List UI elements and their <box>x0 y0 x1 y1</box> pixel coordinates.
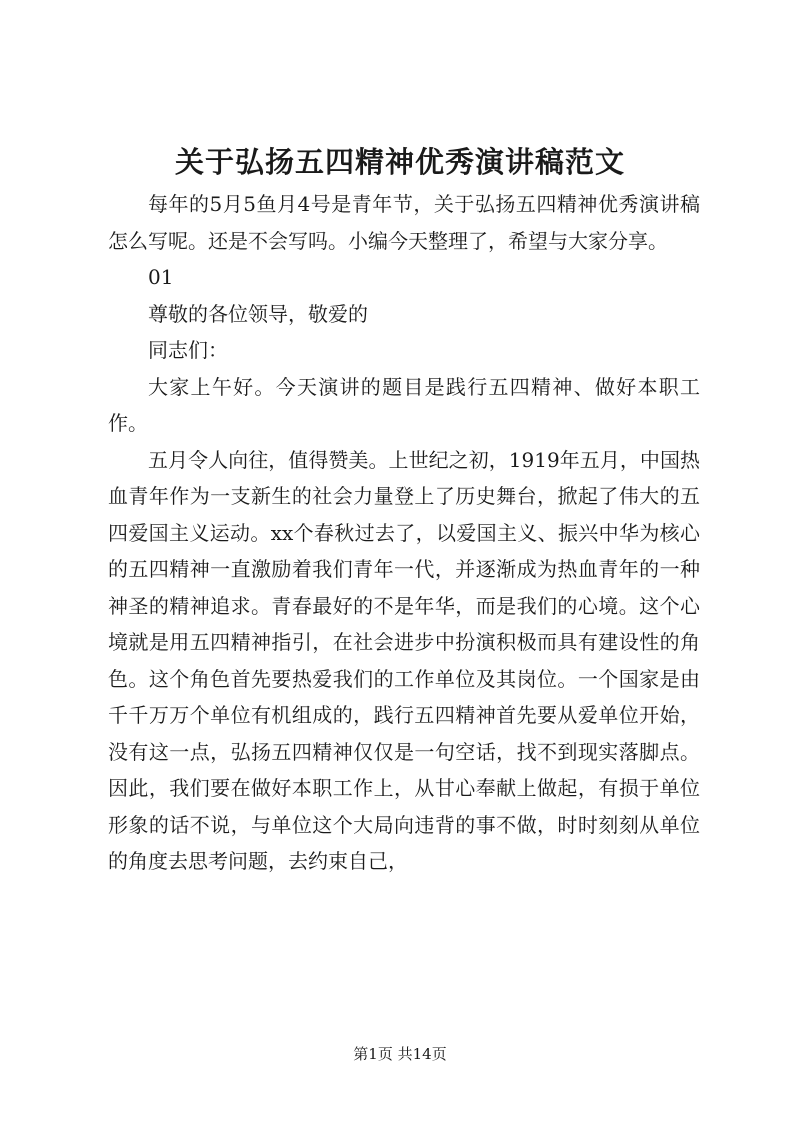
page-footer: 第1页 共14页 <box>353 1045 447 1063</box>
document-body <box>108 186 700 880</box>
paragraph-main: 五月令人向往，值得赞美。上世纪之初，1919年五月，中国热血青年作为一支新生的社会力量登上了历史舞台，掀起了伟大的五四爱国主义运动。xx个春秋过去了，以爱国主义、振兴中华为核心的五四精神一直激励着我们青年一代，并逐渐成为热血青年的一种神圣的精神追求。青春最好的不是年华，而是我们的心境。这个心境就是用五四精神指引，在社会进步中扮演积极而具有建设性的角色。这个角色首先要热爱我们的工作单位及其岗位。一个国家是由千千万万个单位有机组成的，践行五四精神首先要从爱单位开始，没有这一点，弘扬五四精神仅仅是一句空话，找不到现实落脚点。因此，我们要在做好本职工作上，从甘心奉献上做起，有损于单位形象的话不说，与单位这个大局向违背的事不做，时时刻刻从单位的角度去思考问题，去约束自己， <box>108 447 700 873</box>
paragraph-section-number: 01 <box>148 265 174 289</box>
paragraph-intro: 每年的5月5鱼月4号是青年节，关于弘扬五四精神优秀演讲稿怎么写呢。还是不会写吗。小编今天整理了，希望与大家分享。 <box>108 192 700 253</box>
document-title: 关于弘扬五四精神优秀演讲稿范文 <box>174 145 625 179</box>
paragraph-salutation-continued: 同志们： <box>148 338 228 362</box>
paragraph-salutation: 尊敬的各位领导，敬爱的 <box>148 301 368 326</box>
paragraph-greeting: 大家上午好。今天演讲的题目是践行五四精神、做好本职工作。 <box>108 374 700 435</box>
